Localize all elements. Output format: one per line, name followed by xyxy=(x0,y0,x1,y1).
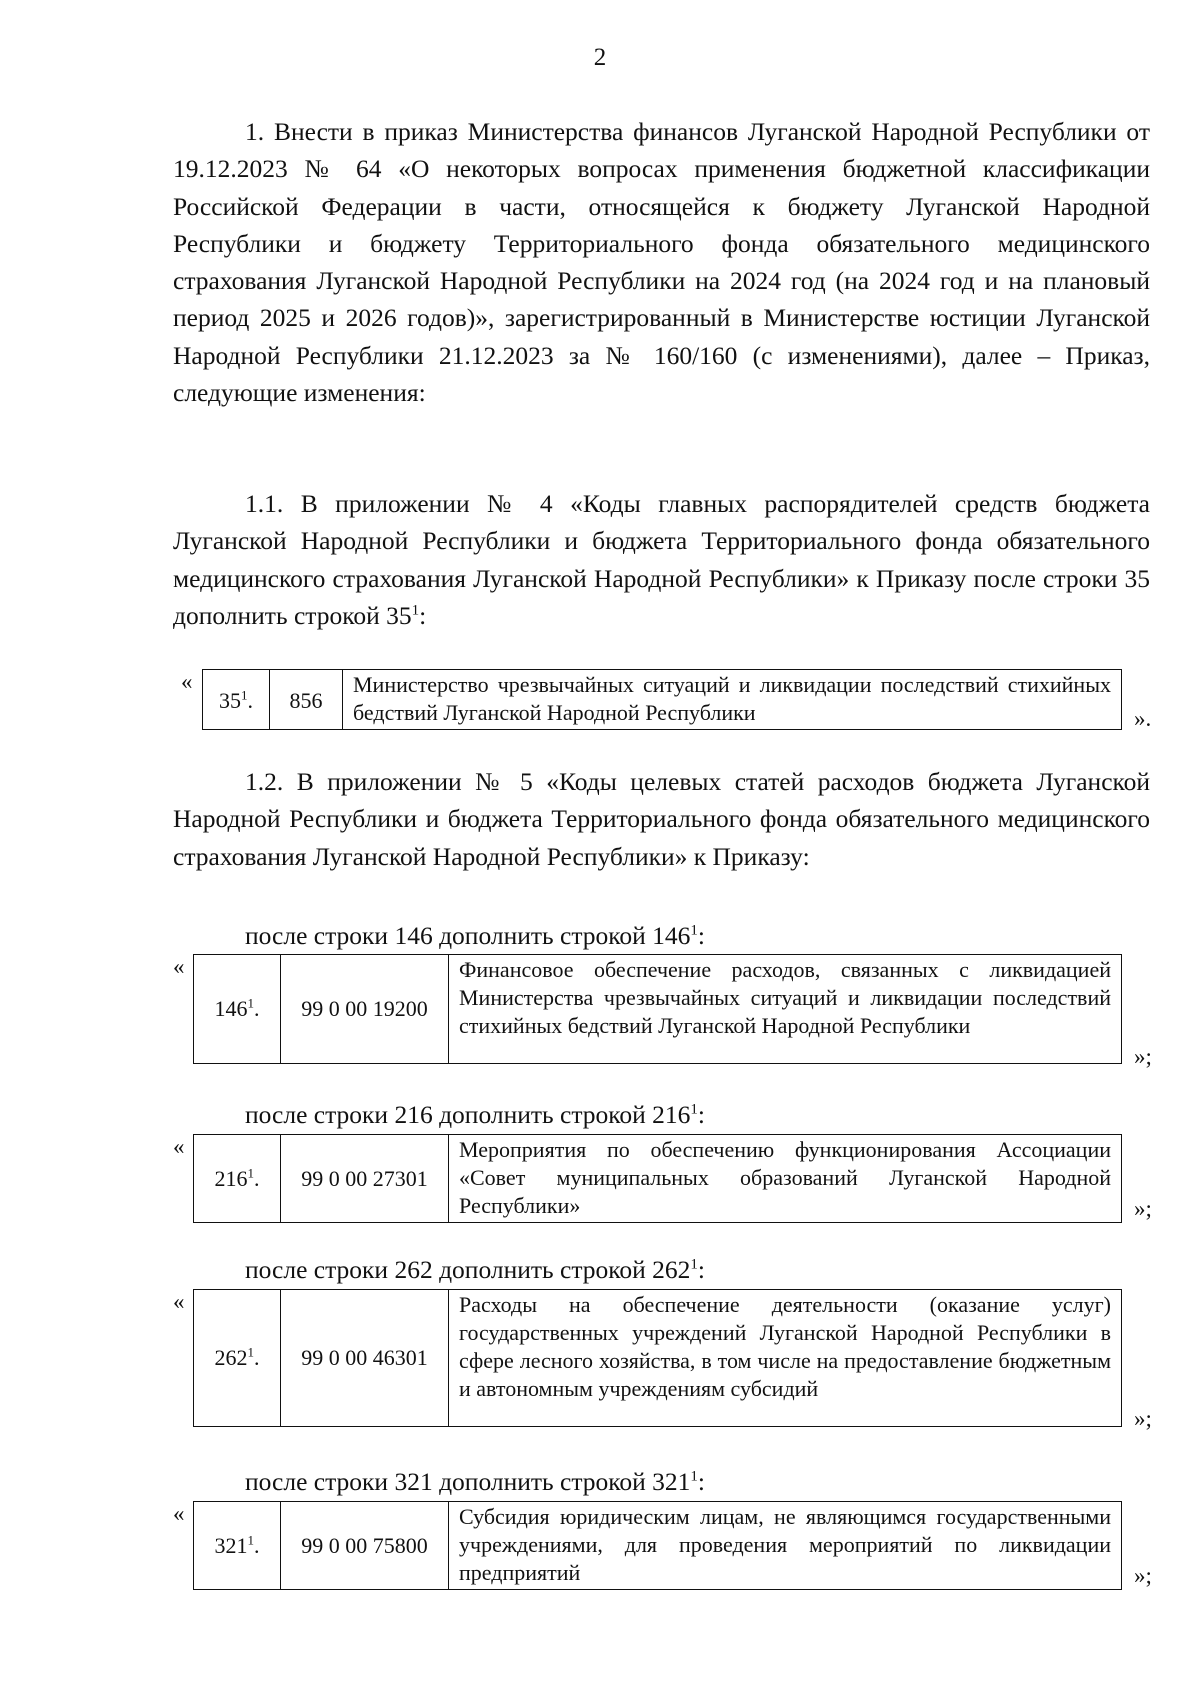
description-cell: Субсидия юридическим лицам, не являющимся государственными учреждениями, для проведения мероприятий по ликвидации предприятий xyxy=(449,1502,1122,1590)
code-cell: 99 0 00 27301 xyxy=(281,1135,449,1223)
insert-intro-end: : xyxy=(697,1255,706,1284)
quote-close-262: »; xyxy=(1134,1406,1152,1431)
quote-open-35: « xyxy=(181,669,193,694)
row-number-dot: . xyxy=(247,687,253,713)
quote-close-216: »; xyxy=(1134,1196,1152,1221)
description-cell: Расходы на обеспечение деятельности (оказание услуг) государственных учреждений Луганской Народной Республики в сфере лесного хозяйства, в том числе на предоставление бюджетным и автономным учреждениям субсидий xyxy=(449,1290,1122,1427)
row-number-cell xyxy=(203,670,270,730)
row-number-cell xyxy=(194,955,281,1064)
quote-open-146: « xyxy=(173,954,185,979)
row-number-cell xyxy=(194,1502,281,1590)
table-row xyxy=(194,1502,1122,1590)
insert-intro-sup: 1 xyxy=(690,922,698,939)
code-cell: 99 0 00 75800 xyxy=(281,1502,449,1590)
insert-intro-end: : xyxy=(697,1100,706,1129)
insert-intro-146 xyxy=(245,917,705,954)
insert-table-row-262 xyxy=(193,1289,1122,1427)
insert-intro-text: после строки 262 дополнить строкой 262 xyxy=(245,1255,691,1284)
row-number: 262 xyxy=(214,1345,248,1370)
insert-intro-216 xyxy=(245,1096,705,1133)
quote-close-35: ». xyxy=(1134,706,1152,731)
quote-open-321: « xyxy=(173,1501,185,1526)
quote-open-262: « xyxy=(173,1289,185,1314)
insert-intro-text: после строки 216 дополнить строкой 216 xyxy=(245,1100,691,1129)
quote-close-321: »; xyxy=(1134,1563,1152,1588)
paragraph-1-1 xyxy=(173,485,1150,634)
row-number-cell xyxy=(194,1135,281,1223)
table-row xyxy=(203,670,1122,730)
row-number: 35 xyxy=(219,687,241,713)
insert-table-row-216 xyxy=(193,1134,1122,1223)
insert-table-row-321 xyxy=(193,1501,1122,1590)
insert-intro-text: после строки 146 дополнить строкой 146 xyxy=(245,921,691,950)
row-number-dot: . xyxy=(254,996,260,1021)
row-number-sup: 1 xyxy=(247,995,254,1011)
quote-open-216: « xyxy=(173,1134,185,1159)
row-number-dot: . xyxy=(254,1345,260,1370)
code-cell: 856 xyxy=(270,670,343,730)
insert-intro-sup: 1 xyxy=(690,1256,698,1273)
table-row xyxy=(194,955,1122,1064)
paragraph-1-1-sup: 1 xyxy=(411,602,420,619)
insert-intro-sup: 1 xyxy=(690,1101,698,1118)
insert-intro-262 xyxy=(245,1251,705,1288)
paragraph-1-1-text: 1.1. В приложении № 4 «Коды главных распорядителей средств бюджета Луганской Народной Республики и бюджета Территориального фонда обязательного медицинского страхования Луганской Народной Республики» к Приказу после строки 35 дополнить строкой 35 xyxy=(173,489,1150,630)
insert-intro-text: после строки 321 дополнить строкой 321 xyxy=(245,1467,691,1496)
paragraph-1-2: 1.2. В приложении № 5 «Коды целевых статей расходов бюджета Луганской Народной Республики и бюджета Территориального фонда обязательного медицинского страхования Луганской Народной Республики» к Приказу: xyxy=(173,767,1150,871)
row-number-dot: . xyxy=(254,1532,260,1558)
row-number-sup: 1 xyxy=(247,1532,254,1548)
insert-intro-end: : xyxy=(697,1467,706,1496)
row-number: 146 xyxy=(214,996,248,1021)
row-number-cell xyxy=(194,1290,281,1427)
row-number-sup: 1 xyxy=(247,1165,254,1181)
row-number-dot: . xyxy=(254,1165,260,1191)
page-number: 2 xyxy=(593,44,607,71)
insert-intro-321 xyxy=(245,1463,705,1500)
description-cell: Министерство чрезвычайных ситуаций и ликвидации последствий стихийных бедствий Луганской Народной Республики xyxy=(343,670,1122,730)
row-number: 321 xyxy=(214,1532,248,1558)
quote-close-146: »; xyxy=(1134,1044,1152,1069)
code-cell: 99 0 00 46301 xyxy=(281,1290,449,1427)
insert-intro-sup: 1 xyxy=(690,1468,698,1485)
description-cell: Мероприятия по обеспечению функционирования Ассоциации «Совет муниципальных образований Луганской Народной Республики» xyxy=(449,1135,1122,1223)
code-cell: 99 0 00 19200 xyxy=(281,955,449,1064)
table-row xyxy=(194,1135,1122,1223)
row-number-sup: 1 xyxy=(247,1344,254,1360)
table-row xyxy=(194,1290,1122,1427)
description-cell: Финансовое обеспечение расходов, связанных с ликвидацией Министерства чрезвычайных ситуаций и ликвидации последствий стихийных бедствий Луганской Народной Республики xyxy=(449,955,1122,1064)
insert-intro-end: : xyxy=(697,921,706,950)
paragraph-1: 1. Внести в приказ Министерства финансов Луганской Народной Республики от 19.12.2023 № 64 «О некоторых вопросах применения бюджетной классификации Российской Федерации в части, относящейся к бюджету Луганской Народной Республики и бюджету Территориального фонда обязательного медицинского страхования Луганской Народной Республики на 2024 год (на 2024 год и на плановый период 2025 и 2026 годов)», зарегистрированный в Министерстве юстиции Луганской Народной Республики 21.12.2023 за № 160/160 (с изменениями), далее – Приказ, следующие изменения: xyxy=(173,117,1150,408)
row-number-sup: 1 xyxy=(241,687,248,703)
insert-table-row-146 xyxy=(193,954,1122,1064)
insert-table-row-35 xyxy=(202,669,1122,730)
paragraph-1-1-end: : xyxy=(419,600,427,630)
row-number: 216 xyxy=(214,1165,248,1191)
